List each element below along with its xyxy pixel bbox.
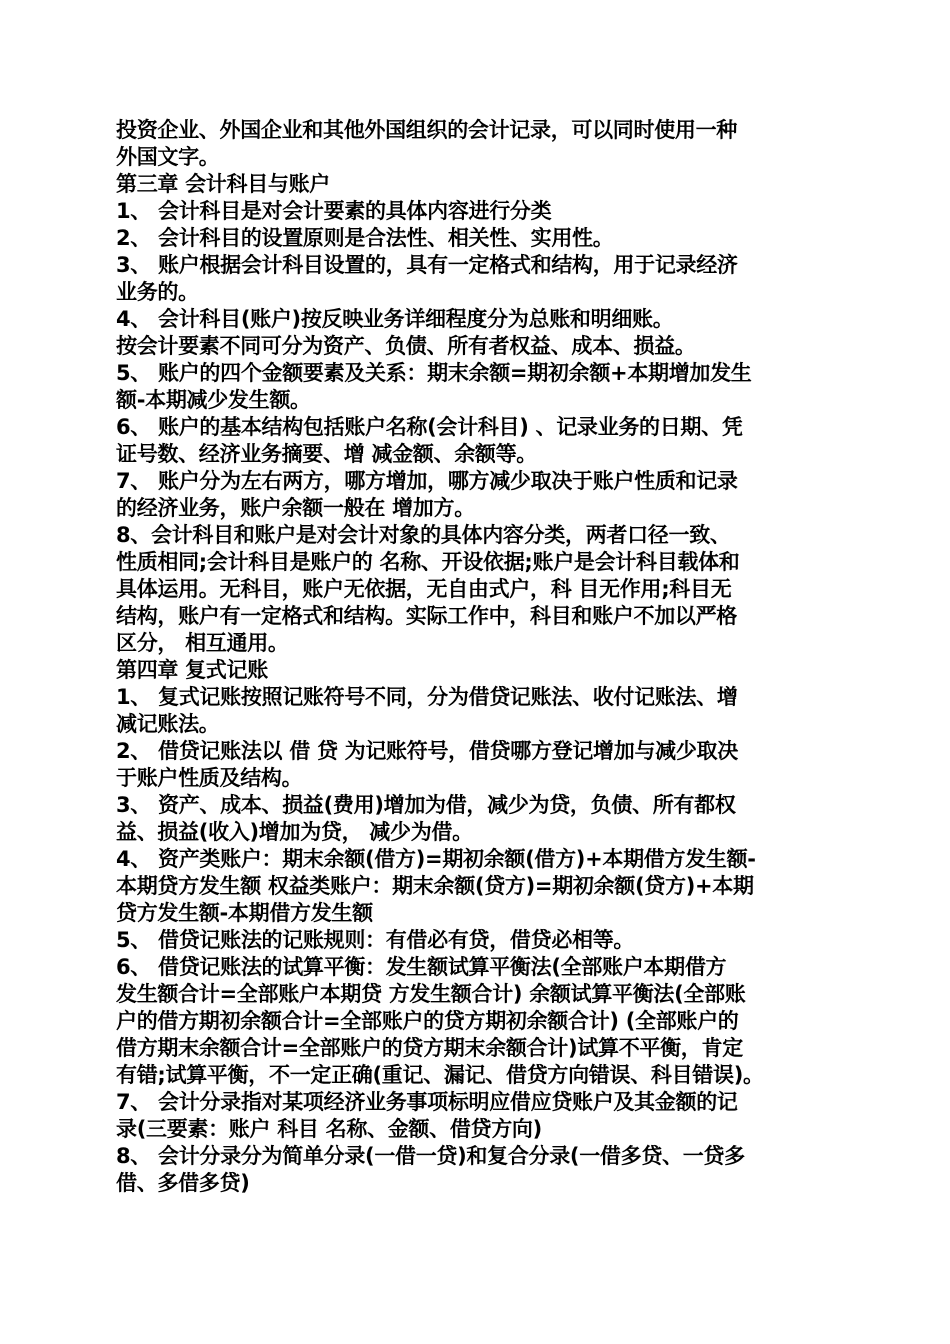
text-line: 有错;试算平衡，不一定正确(重记、漏记、借贷方向错误、科目错误)。 <box>116 1063 764 1087</box>
text-line: 7、 账户分为左右两方，哪方增加，哪方减少取决于账户性质和记录 <box>116 469 738 493</box>
document-page <box>116 117 834 1197</box>
text-line: 的经济业务，账户余额一般在 增加方。 <box>116 496 475 520</box>
text-line: 4、 资产类账户：期末余额(借方)=期初余额(借方)+本期借方发生额- <box>116 847 756 871</box>
text-line: 3、 账户根据会计科目设置的，具有一定格式和结构，用于记录经济 <box>116 253 738 277</box>
text-line: 借、多借多贷) <box>116 1171 250 1195</box>
text-line: 性质相同;会计科目是账户的 名称、开设依据;账户是会计科目载体和 <box>116 550 740 574</box>
text-line: 额-本期减少发生额。 <box>116 388 311 412</box>
text-line: 投资企业、外国企业和其他外国组织的会计记录，可以同时使用一种 <box>116 118 737 142</box>
text-line: 具体运用。无科目，账户无依据，无自由式户，科 目无作用;科目无 <box>116 577 732 601</box>
text-line: 8、 会计分录分为简单分录(一借一贷)和复合分录(一借多贷、一贷多 <box>116 1144 745 1168</box>
text-line: 借方期末余额合计=全部账户的贷方期末余额合计)试算不平衡，肯定 <box>116 1036 743 1060</box>
text-line: 2、 借贷记账法以 借 贷 为记账符号，借贷哪方登记增加与减少取决 <box>116 739 738 763</box>
text-line: 6、 账户的基本结构包括账户名称(会计科目) 、记录业务的日期、凭 <box>116 415 743 439</box>
text-line: 5、 借贷记账法的记账规则：有借必有贷，借贷必相等。 <box>116 928 635 952</box>
text-line: 证号数、经济业务摘要、增 减金额、余额等。 <box>116 442 538 466</box>
text-line: 减记账法。 <box>116 712 220 736</box>
text-line: 于账户性质及结构。 <box>116 766 303 790</box>
text-line: 区分， 相互通用。 <box>116 631 289 655</box>
text-line: 1、 复式记账按照记账符号不同，分为借贷记账法、收付记账法、增 <box>116 685 738 709</box>
text-line: 益、损益(收入)增加为贷， 减少为借。 <box>116 820 473 844</box>
text-line: 4、 会计科目(账户)按反映业务详细程度分为总账和明细账。 <box>116 307 674 331</box>
text-line: 3、 资产、成本、损益(费用)增加为借，减少为贷，负债、所有都权 <box>116 793 736 817</box>
chapter-heading: 第三章 会计科目与账户 <box>116 172 331 196</box>
text-line: 户的借方期初余额合计=全部账户的贷方期初余额合计) (全部账户的 <box>116 1009 739 1033</box>
text-line: 8、会计科目和账户是对会计对象的具体内容分类，两者口径一致、 <box>116 523 731 547</box>
text-line: 5、 账户的四个金额要素及关系：期末余额=期初余额+本期增加发生 <box>116 361 752 385</box>
text-line: 本期贷方发生额 权益类账户：期末余额(贷方)=期初余额(贷方)+本期 <box>116 874 754 898</box>
text-line: 2、 会计科目的设置原则是合法性、相关性、实用性。 <box>116 226 614 250</box>
text-line: 外国文字。 <box>116 145 220 169</box>
text-line: 按会计要素不同可分为资产、负债、所有者权益、成本、损益。 <box>116 334 696 358</box>
text-line: 录(三要素：账户 科目 名称、金额、借贷方向) <box>116 1117 542 1141</box>
text-line: 业务的。 <box>116 280 199 304</box>
text-line: 发生额合计=全部账户本期贷 方发生额合计) 余额试算平衡法(全部账 <box>116 982 746 1006</box>
text-line: 6、 借贷记账法的试算平衡：发生额试算平衡法(全部账户本期借方 <box>116 955 727 979</box>
chapter-heading: 第四章 复式记账 <box>116 658 268 682</box>
text-line: 结构，账户有一定格式和结构。实际工作中，科目和账户不加以严格 <box>116 604 737 628</box>
text-line: 贷方发生额-本期借方发生额 <box>116 901 373 925</box>
text-line: 7、 会计分录指对某项经济业务事项标明应借应贷账户及其金额的记 <box>116 1090 738 1114</box>
text-line: 1、 会计科目是对会计要素的具体内容进行分类 <box>116 199 552 223</box>
